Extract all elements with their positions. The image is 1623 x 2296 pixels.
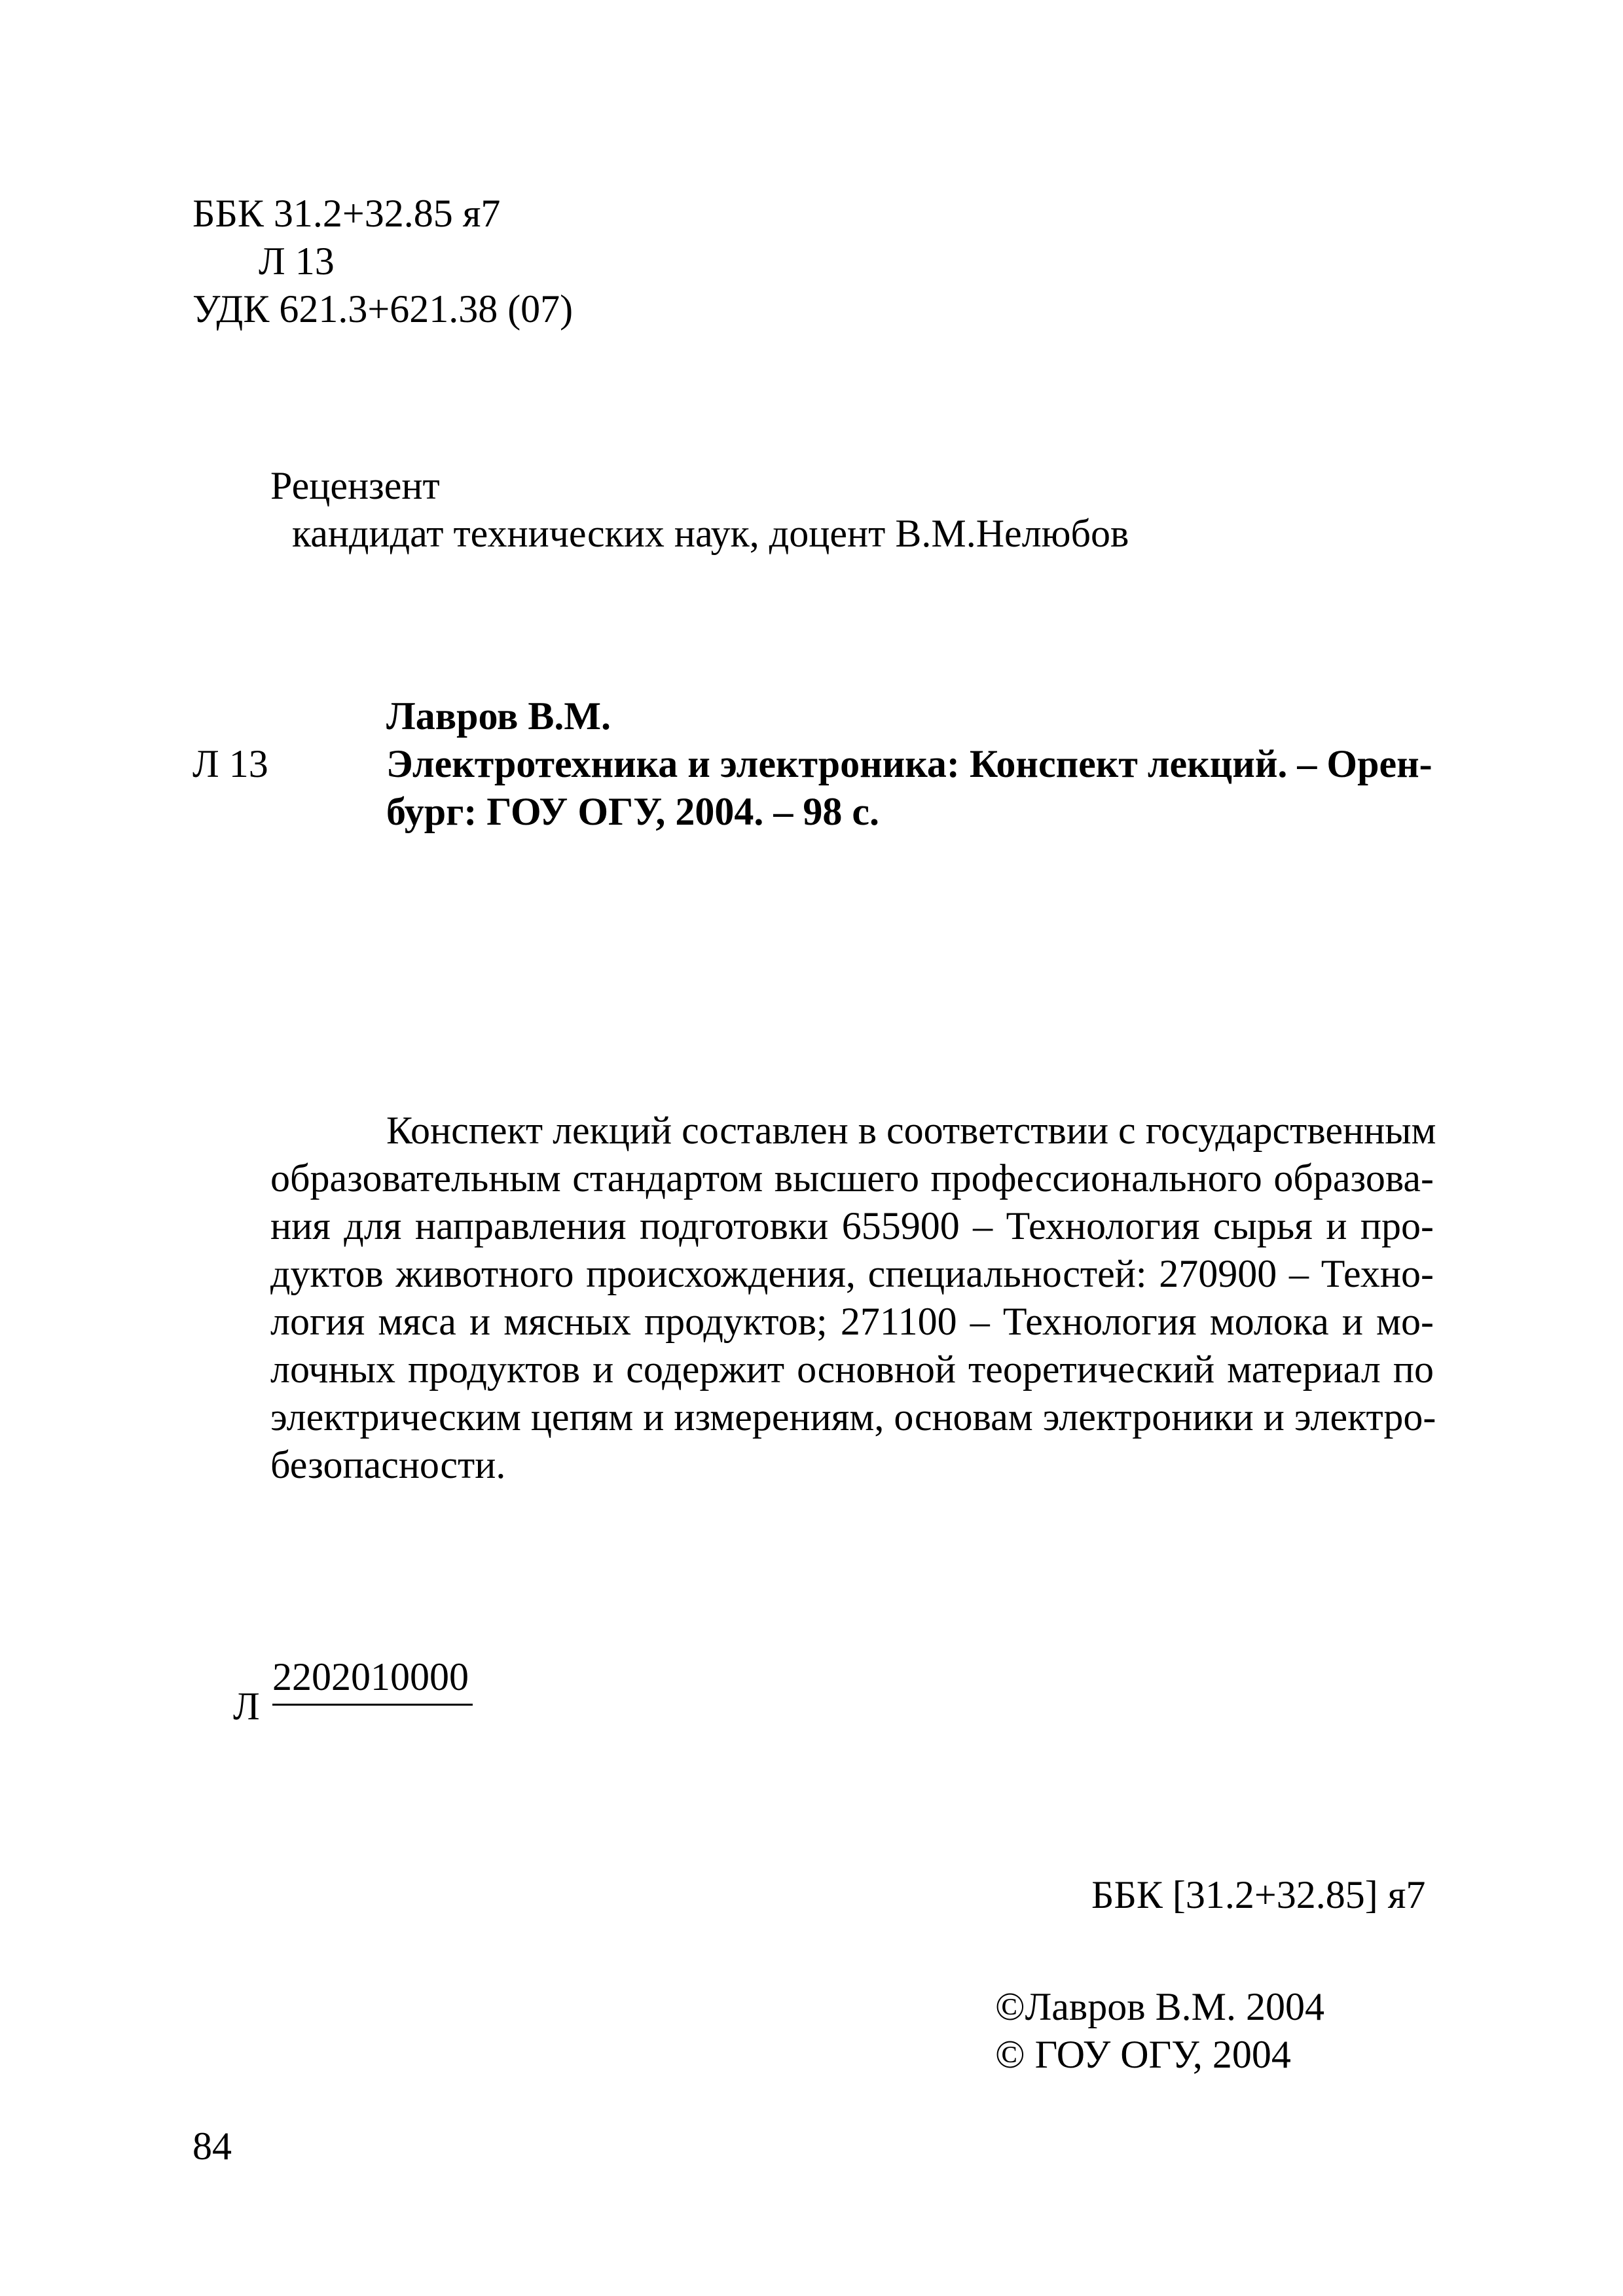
bbk-code: ББК 31.2+32.85 я7 <box>192 192 501 235</box>
abstract-line: дуктов животного происхождения, специальностей: 270900 – Техно- <box>270 1252 1434 1295</box>
fraction-line <box>272 1704 473 1706</box>
fraction-numerator: 2202010000 <box>272 1655 469 1698</box>
abstract-line: ния для направления подготовки 655900 – Технология сырья и про- <box>270 1204 1434 1247</box>
abstract-line: безопасности. <box>270 1443 506 1486</box>
abstract-paragraph <box>270 1107 1434 1489</box>
reviewer-label: Рецензент <box>270 464 440 507</box>
reviewer-name: кандидат технических наук, доцент В.М.Нелюбов <box>292 512 1129 555</box>
fraction-letter: Л <box>233 1685 260 1728</box>
udk-code: УДК 621.3+621.38 (07) <box>192 287 574 331</box>
page-number: 84 <box>192 2125 232 2168</box>
abstract-line: логия мяса и мясных продуктов; 271100 – Технология молока и мо- <box>270 1300 1434 1343</box>
entry-title-line-2: бург: ГОУ ОГУ, 2004. – 98 с. <box>386 790 880 833</box>
copyright-publisher: © ГОУ ОГУ, 2004 <box>995 2033 1291 2076</box>
entry-code: Л 13 <box>192 742 268 785</box>
bbk-bottom: ББК [31.2+32.85] я7 <box>1091 1873 1426 1916</box>
entry-title-line-1: Электротехника и электроника: Конспект лекций. – Орен- <box>386 742 1432 785</box>
abstract-line: образовательным стандартом высшего профессионального образова- <box>270 1157 1434 1200</box>
abstract-line: Конспект лекций составлен в соответствии с государственным <box>386 1109 1436 1152</box>
entry-author: Лавров В.М. <box>386 694 611 738</box>
abstract-line: электрическим цепям и измерениям, основам электроники и электро- <box>270 1395 1436 1439</box>
copyright-author: ©Лавров В.М. 2004 <box>995 1985 1324 2028</box>
author-code: Л 13 <box>259 240 335 283</box>
abstract-line: лочных продуктов и содержит основной теоретический материал по <box>270 1348 1434 1391</box>
